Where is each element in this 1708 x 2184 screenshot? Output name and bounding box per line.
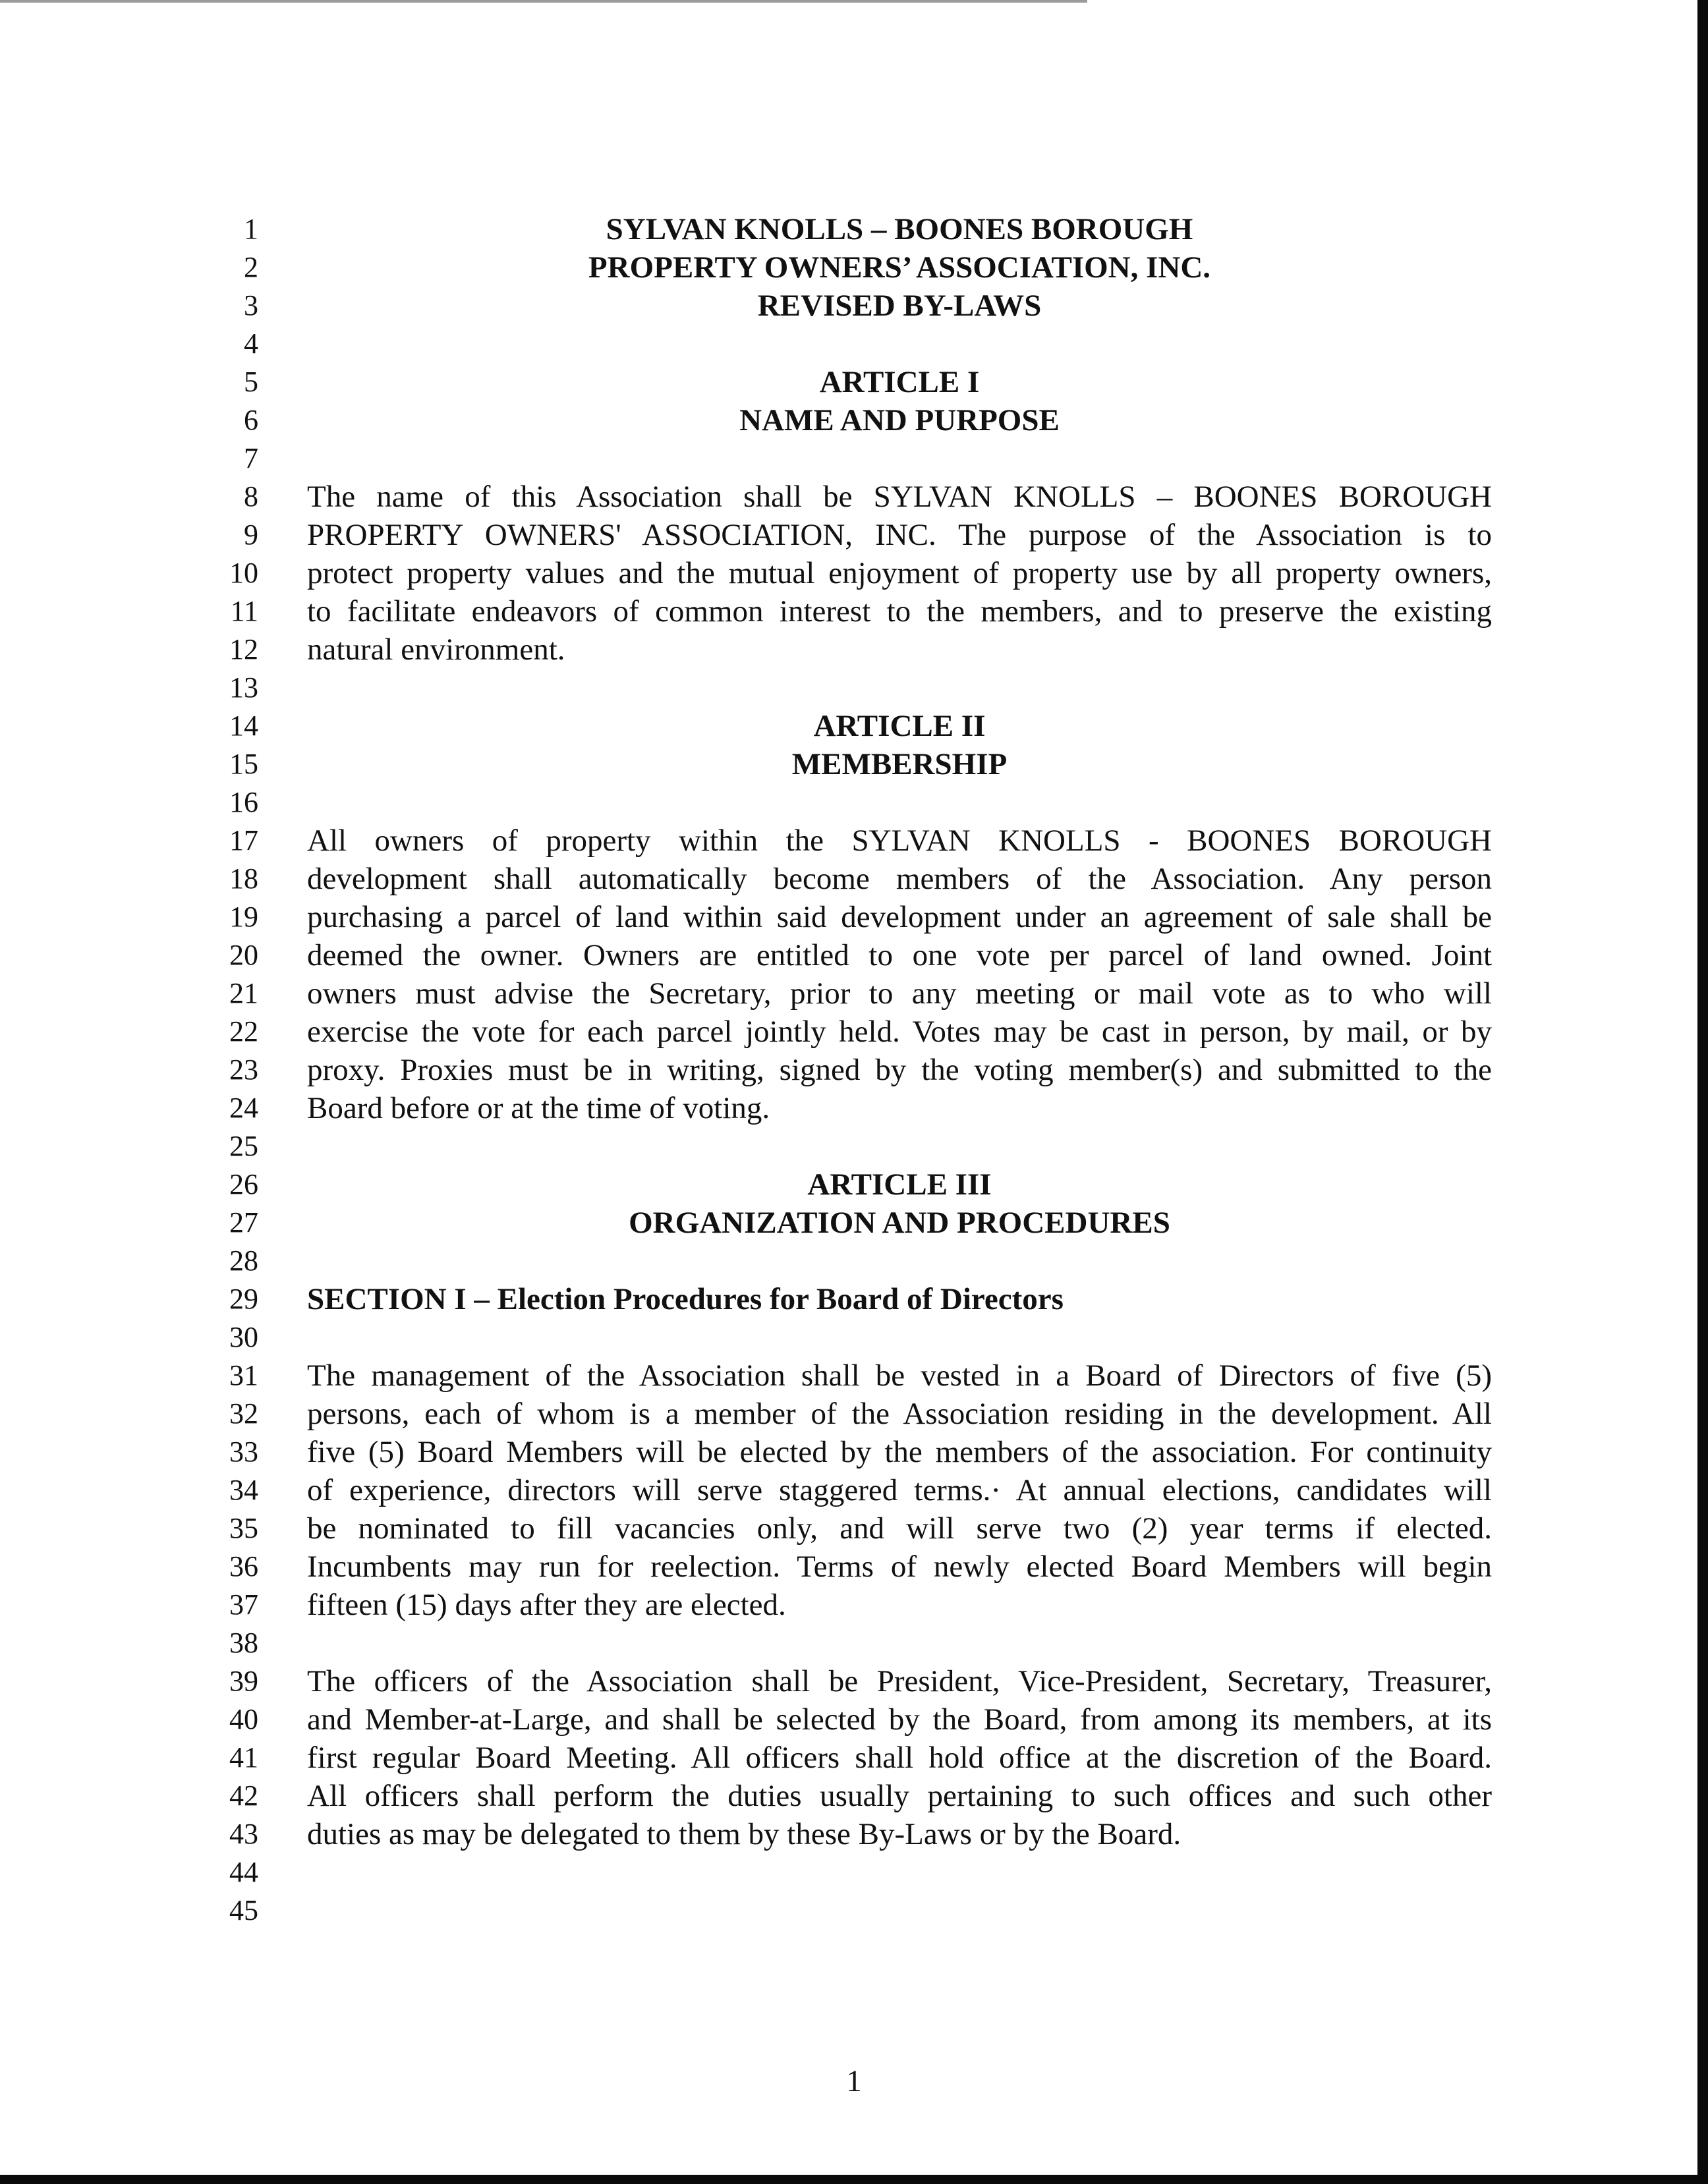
document-title-line: PROPERTY OWNERS’ ASSOCIATION, INC. xyxy=(588,250,1211,285)
text-line: The name of this Association shall be SYLVAN KNOLLS – BOONES BOROUGH xyxy=(307,480,1492,514)
line-number: 18 xyxy=(229,862,258,895)
line-number: 24 xyxy=(229,1092,258,1124)
line-number: 13 xyxy=(229,671,258,704)
text-line: natural environment. xyxy=(307,632,565,667)
text-line: The officers of the Association shall be President, Vice-President, Secretary, Treasurer, xyxy=(307,1664,1492,1698)
article-2-heading: ARTICLE II xyxy=(813,709,986,743)
line-number: 41 xyxy=(229,1741,258,1774)
text-line: deemed the owner. Owners are entitled to one vote per parcel of land owned. Joint xyxy=(307,938,1492,972)
line-number: 30 xyxy=(229,1321,258,1353)
text-line: purchasing a parcel of land within said development under an agreement of sale shall be xyxy=(307,900,1492,934)
text-line: All officers shall perform the duties usually pertaining to such offices and such other xyxy=(307,1779,1492,1813)
line-number: 16 xyxy=(229,786,258,818)
line-number: 27 xyxy=(229,1206,258,1239)
article-1-subheading: NAME AND PURPOSE xyxy=(739,403,1060,437)
article-2-subheading: MEMBERSHIP xyxy=(791,747,1008,781)
text-line: development shall automatically become members of the Association. Any person xyxy=(307,862,1492,896)
text-line: Incumbents may run for reelection. Terms of newly elected Board Members will begin xyxy=(307,1550,1492,1584)
line-number: 40 xyxy=(229,1703,258,1735)
text-line: to facilitate endeavors of common interest to the members, and to preserve the existing xyxy=(307,594,1492,629)
text-line: owners must advise the Secretary, prior to any meeting or mail vote as to who will xyxy=(307,976,1492,1011)
article-3-heading: ARTICLE III xyxy=(807,1167,992,1202)
line-number: 4 xyxy=(244,327,258,360)
line-number: 25 xyxy=(229,1130,258,1162)
line-number: 20 xyxy=(229,939,258,971)
document-title-line: REVISED BY-LAWS xyxy=(757,289,1042,323)
line-number: 7 xyxy=(244,442,258,474)
line-number: 23 xyxy=(229,1053,258,1086)
line-number: 19 xyxy=(229,901,258,933)
text-line: fifteen (15) days after they are elected. xyxy=(307,1588,786,1622)
line-number: 22 xyxy=(229,1015,258,1048)
line-number: 14 xyxy=(229,710,258,742)
article-3-subheading: ORGANIZATION AND PROCEDURES xyxy=(629,1206,1170,1240)
line-number: 5 xyxy=(244,366,258,398)
document-title-line: SYLVAN KNOLLS – BOONES BOROUGH xyxy=(606,212,1193,246)
text-line: All owners of property within the SYLVAN KNOLLS - BOONES BOROUGH xyxy=(307,824,1492,858)
line-number: 26 xyxy=(229,1168,258,1200)
section-1-heading: SECTION I – Election Procedures for Board of Directors xyxy=(307,1282,1064,1316)
text-line: Board before or at the time of voting. xyxy=(307,1091,770,1125)
line-number: 12 xyxy=(229,633,258,665)
text-line: PROPERTY OWNERS' ASSOCIATION, INC. The purpose of the Association is to xyxy=(307,518,1492,552)
line-number: 33 xyxy=(229,1436,258,1468)
line-number: 8 xyxy=(244,480,258,513)
line-number: 31 xyxy=(229,1359,258,1391)
line-number: 38 xyxy=(229,1627,258,1659)
text-line: first regular Board Meeting. All officers shall hold office at the discretion of the Board. xyxy=(307,1741,1492,1775)
text-line: persons, each of whom is a member of the Association residing in the development. All xyxy=(307,1397,1492,1431)
line-number: 21 xyxy=(229,977,258,1009)
text-line: five (5) Board Members will be elected by the members of the association. For continuity xyxy=(307,1435,1492,1469)
line-number: 34 xyxy=(229,1474,258,1506)
text-line: be nominated to fill vacancies only, and will serve two (2) year terms if elected. xyxy=(307,1511,1492,1546)
line-number: 44 xyxy=(229,1856,258,1888)
line-number: 9 xyxy=(244,518,258,551)
text-line: The management of the Association shall be vested in a Board of Directors of five (5) xyxy=(307,1358,1492,1393)
line-number: 3 xyxy=(244,289,258,322)
line-number: 17 xyxy=(229,824,258,856)
text-line: and Member-at-Large, and shall be selected by the Board, from among its members, at its xyxy=(307,1702,1492,1737)
line-number: 10 xyxy=(229,557,258,589)
line-number: 11 xyxy=(230,595,258,627)
line-number: 15 xyxy=(229,748,258,780)
line-number: 1 xyxy=(244,213,258,245)
line-number: 39 xyxy=(229,1665,258,1697)
article-1-heading: ARTICLE I xyxy=(819,365,980,399)
line-number: 37 xyxy=(229,1588,258,1621)
text-line: exercise the vote for each parcel jointly held. Votes may be cast in person, by mail, or by xyxy=(307,1015,1492,1049)
text-line: proxy. Proxies must be in writing, signed by the voting member(s) and submitted to the xyxy=(307,1053,1492,1087)
line-number: 35 xyxy=(229,1512,258,1544)
line-number: 6 xyxy=(244,404,258,436)
line-number: 36 xyxy=(229,1550,258,1582)
line-number: 32 xyxy=(229,1397,258,1430)
text-line: protect property values and the mutual enjoyment of property use by all property owners, xyxy=(307,556,1492,590)
line-number: 2 xyxy=(244,251,258,283)
line-number: 42 xyxy=(229,1779,258,1812)
line-number: 28 xyxy=(229,1245,258,1277)
text-line: duties as may be delegated to them by these By-Laws or by the Board. xyxy=(307,1817,1181,1851)
line-number: 29 xyxy=(229,1283,258,1315)
line-number: 45 xyxy=(229,1894,258,1926)
line-number: 43 xyxy=(229,1818,258,1850)
text-line: of experience, directors will serve staggered terms.· At annual elections, candidates will xyxy=(307,1473,1492,1507)
page-number: 1 xyxy=(846,2064,862,2098)
